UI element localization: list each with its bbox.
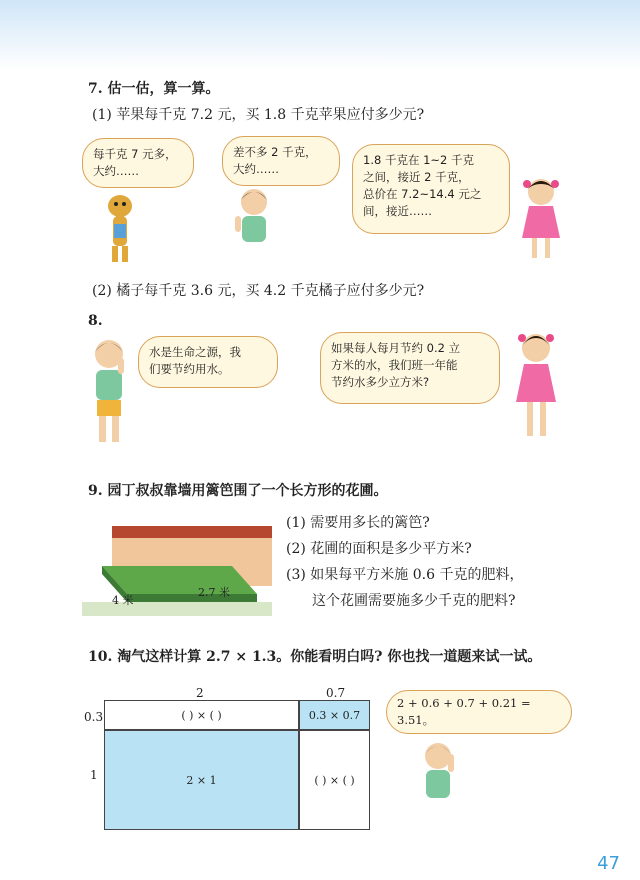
q9-dim-length: 4 米 xyxy=(112,594,134,607)
bubble-line: 每千克 7 元多， xyxy=(93,147,177,161)
bubble-line: 们要节约用水。 xyxy=(149,362,230,376)
page-number: 47 xyxy=(597,853,620,874)
q9-dim-width: 2.7 米 xyxy=(198,586,230,599)
q7-girl-bubble xyxy=(352,144,510,234)
cell-top-right: 0.3 × 0.7 xyxy=(299,700,370,730)
area-model-grid xyxy=(104,700,370,830)
q8-boy-bubble xyxy=(138,336,278,388)
cell-bottom-right: ( ) × ( ) xyxy=(299,730,370,830)
bubble-line: 方米的水，我们班一年能 xyxy=(331,358,458,372)
bubble-line: 如果每人每月节约 0.2 立 xyxy=(331,341,461,355)
q7-title: 7. 估一估，算一算。 xyxy=(88,81,220,97)
boy-illustration xyxy=(86,336,132,452)
q9-q1: (1) 需要用多长的篱笆? xyxy=(286,515,430,531)
q8-title: 8. xyxy=(88,313,103,329)
q10-title: 10. 淘气这样计算 2.7 × 1.3。你能看明白吗? 你也找一道题来试一试。 xyxy=(88,649,542,665)
girl-illustration xyxy=(514,176,568,262)
header-band xyxy=(0,0,640,70)
q9-q3b: 这个花圃需要施多少千克的肥料? xyxy=(312,593,516,609)
bubble-line: 1.8 千克在 1~2 千克 xyxy=(363,153,475,167)
boy-illustration xyxy=(232,186,276,262)
q7-dog-bubble xyxy=(82,138,194,188)
q10-bubble: 2 + 0.6 + 0.7 + 0.21 = 3.51。 xyxy=(386,690,572,734)
q8-girl-bubble xyxy=(320,332,500,404)
bubble-line: 总价在 7.2~14.4 元之 xyxy=(363,187,482,201)
bubble-line: 水是生命之源，我 xyxy=(149,345,241,359)
q10-col-head-1: 2 xyxy=(196,686,204,700)
bubble-line: 大约…… xyxy=(233,162,279,176)
cell-top-left: ( ) × ( ) xyxy=(104,700,299,730)
q7-part1: (1) 苹果每千克 7.2 元，买 1.8 千克苹果应付多少元? xyxy=(92,107,425,123)
q9-q2: (2) 花圃的面积是多少平方米? xyxy=(286,541,472,557)
cell-bottom-left: 2 × 1 xyxy=(104,730,299,830)
bubble-line: 之间，接近 2 千克， xyxy=(363,170,470,184)
girl-illustration xyxy=(508,330,564,446)
q7-part2: (2) 橘子每千克 3.6 元，买 4.2 千克橘子应付多少元? xyxy=(92,283,425,299)
bubble-line: 差不多 2 千克， xyxy=(233,145,317,159)
bubble-line: 节约水多少立方米? xyxy=(331,375,430,389)
q10-row-head-2: 1 xyxy=(90,768,98,782)
q10-col-head-2: 0.7 xyxy=(326,686,346,700)
q9-title: 9. 园丁叔叔靠墙用篱笆围了一个长方形的花圃。 xyxy=(88,483,388,499)
garden-illustration xyxy=(82,516,272,616)
q7-boy-bubble xyxy=(222,136,340,186)
dog-illustration xyxy=(100,190,140,266)
boy-illustration xyxy=(416,740,460,824)
q9-q3a: (3) 如果每平方米施 0.6 千克的肥料， xyxy=(286,567,524,583)
q10-row-head-1: 0.3 xyxy=(84,710,104,724)
bubble-line: 大约…… xyxy=(93,164,139,178)
bubble-line: 间，接近…… xyxy=(363,204,432,218)
